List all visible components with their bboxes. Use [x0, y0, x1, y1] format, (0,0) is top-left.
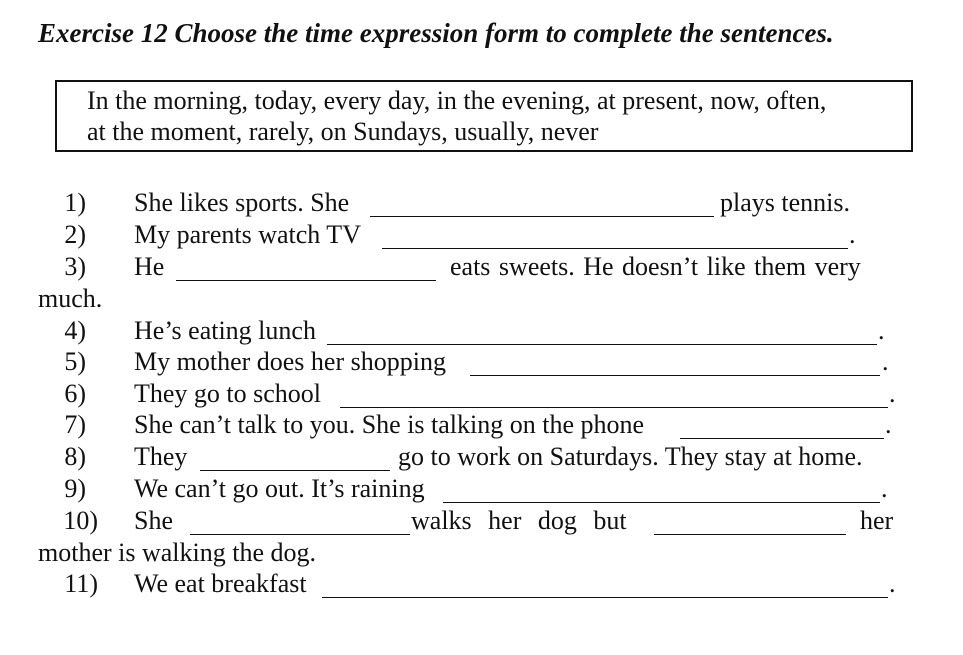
answer-blank[interactable] [327, 344, 877, 345]
item-number: 4) [64, 316, 86, 345]
sentence-text: He [134, 252, 165, 281]
sentence-period: . [878, 316, 885, 345]
answer-blank[interactable] [322, 597, 888, 598]
answer-blank[interactable] [470, 375, 880, 376]
sentence-period: . [849, 220, 856, 249]
item-number: 9) [64, 474, 86, 503]
item-number: 8) [64, 442, 86, 471]
sentence-text: He’s eating lunch [134, 316, 316, 345]
sentence-3 [0, 252, 963, 284]
item-number: 10) [63, 506, 98, 535]
item-number: 6) [64, 379, 86, 408]
sentence-text: her [860, 506, 894, 535]
sentence-9 [0, 474, 963, 506]
answer-blank[interactable] [680, 438, 884, 439]
item-number: 5) [64, 347, 86, 376]
answer-blank[interactable] [443, 502, 880, 503]
sentence-5 [0, 347, 963, 379]
sentence-10-continuation: mother is walking the dog. [38, 538, 317, 567]
sentence-period: . [889, 569, 896, 598]
sentence-text: We can’t go out. It’s raining [134, 474, 425, 503]
sentence-text: plays tennis. [720, 188, 850, 217]
sentence-text: They go to school [134, 379, 322, 408]
item-number: 11) [64, 569, 98, 598]
sentence-text: eats sweets. He doesn’t like them very [450, 252, 861, 281]
sentence-2 [0, 220, 963, 252]
item-number: 3) [64, 252, 86, 281]
sentence-text: She [134, 506, 173, 535]
answer-blank[interactable] [200, 470, 390, 471]
sentence-8 [0, 442, 963, 474]
item-number: 1) [64, 188, 86, 217]
sentence-6 [0, 379, 963, 411]
sentence-4 [0, 316, 963, 348]
sentence-period: . [882, 347, 889, 376]
word-box-line-2: at the moment, rarely, on Sundays, usually, never [87, 117, 599, 146]
sentence-period: . [885, 410, 892, 439]
answer-blank[interactable] [382, 248, 848, 249]
item-number: 7) [64, 410, 86, 439]
sentence-period: . [881, 474, 888, 503]
answer-blank[interactable] [176, 280, 436, 281]
item-number: 2) [64, 220, 86, 249]
sentence-10 [0, 506, 963, 538]
answer-blank[interactable] [190, 534, 410, 535]
sentence-11 [0, 569, 963, 601]
sentence-7 [0, 410, 963, 442]
sentence-text: They [134, 442, 188, 471]
answer-blank[interactable] [340, 407, 888, 408]
sentence-text: My mother does her shopping [134, 347, 446, 376]
sentence-period: . [889, 379, 896, 408]
sentence-text: She can’t talk to you. She is talking on the phone [134, 410, 645, 439]
answer-blank[interactable] [654, 534, 846, 535]
sentence-text: We eat breakfast [134, 569, 307, 598]
word-box-line-1: In the morning, today, every day, in the evening, at present, now, often, [87, 86, 827, 115]
sentence-text: walks her dog but [411, 506, 627, 535]
answer-blank[interactable] [370, 216, 714, 217]
sentence-text: My parents watch TV [134, 220, 361, 249]
sentence-3-continuation: much. [38, 284, 103, 313]
exercise-title: Exercise 12 Choose the time expression form to complete the sentences. [38, 18, 834, 48]
sentence-text: go to work on Saturdays. They stay at home. [398, 442, 863, 471]
sentence-1 [0, 188, 963, 220]
word-box [55, 80, 913, 152]
sentence-text: She likes sports. She [134, 188, 350, 217]
